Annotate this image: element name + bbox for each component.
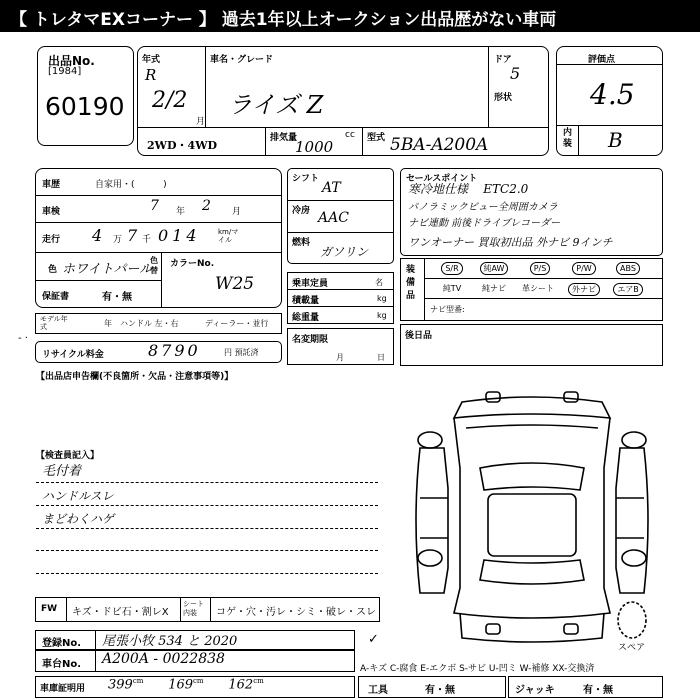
color-change-label: 色替 bbox=[150, 256, 158, 275]
mileage-sen: 7 bbox=[127, 226, 138, 245]
history-label: 車歴 bbox=[42, 180, 61, 190]
seat-label: シート内装 bbox=[183, 600, 204, 617]
warranty-value: 有・無 bbox=[102, 292, 132, 303]
shape-label: 形状 bbox=[494, 93, 513, 103]
dashed-mark: - · bbox=[18, 333, 28, 344]
change-unit2: 日 bbox=[377, 353, 385, 362]
registration-value: 尾張小牧 534 と 2020 bbox=[102, 634, 238, 649]
color-label: 色 bbox=[48, 265, 58, 275]
sales-point-2: ナビ連動 前後ドライブレコーダー bbox=[408, 218, 561, 229]
rear-items-label: 後日品 bbox=[405, 331, 433, 341]
ac-value: AAC bbox=[318, 210, 349, 226]
dims-label: 車庫証明用 bbox=[40, 684, 86, 694]
fw-items: キズ・ドビ石・割レX bbox=[72, 607, 169, 618]
capacity-label-0: 乗車定員 bbox=[292, 279, 329, 289]
sales-point-0: 寒冷地仕様 ETC2.0 bbox=[408, 182, 529, 196]
car-name-value: ライズ Z bbox=[228, 91, 324, 119]
capacity-unit-0: 名 bbox=[375, 278, 383, 287]
model-year-unit: 年 bbox=[104, 319, 112, 328]
year-label: 年式 bbox=[142, 55, 161, 65]
tools-label: 工具 bbox=[368, 685, 388, 696]
header-title: 【 トレタマEXコーナー 】 過去1年以上オークション出品歴がない車両 bbox=[10, 10, 557, 30]
mileage-sen-unit: 千 bbox=[142, 235, 152, 245]
chassis-label: 車台No. bbox=[42, 659, 82, 670]
registration-label: 登録No. bbox=[42, 638, 82, 649]
damage-legend: A-キズ C-腐食 E-エクボ S-サビ U-凹ミ W-補修 XX-交換済 bbox=[360, 664, 595, 674]
mileage-man-unit: 万 bbox=[113, 235, 123, 245]
tools-value: 有・無 bbox=[425, 685, 455, 696]
equip-navi: 純ナビ bbox=[482, 284, 506, 293]
interior-value: B bbox=[608, 128, 623, 152]
displacement-value: 1000 bbox=[295, 138, 334, 156]
mileage-rest: 014 bbox=[158, 226, 201, 245]
lot-label: 出品No. bbox=[48, 54, 95, 68]
door-value: 5 bbox=[510, 64, 521, 83]
fuel-label: 燃料 bbox=[292, 238, 311, 248]
car-name-label: 車名・グレード bbox=[210, 55, 274, 65]
fw-label: FW bbox=[41, 604, 58, 614]
displacement-label: 排気量 bbox=[270, 133, 298, 143]
capacity-unit-2: kg bbox=[377, 311, 387, 320]
year-era: R bbox=[145, 66, 157, 84]
fuel-value: ガソリン bbox=[320, 245, 369, 259]
seller-notes-label: 【出品店申告欄(不良箇所・欠品・注意事項等)】 bbox=[36, 372, 234, 382]
rear-items-block bbox=[400, 324, 663, 366]
jack-label: ジャッキ bbox=[515, 685, 555, 696]
equip-ps: P/S bbox=[520, 262, 560, 274]
equip-abs: ABS bbox=[608, 262, 648, 274]
inspector-line-1: ハンドルスレ bbox=[42, 489, 114, 503]
equip-navi-model: ナビ型番: bbox=[430, 305, 465, 314]
equip-sr: S/R bbox=[432, 262, 472, 274]
lot-number: 60190 bbox=[45, 92, 125, 121]
history-value: 自家用・( ) bbox=[95, 180, 167, 190]
car-damage-diagram bbox=[400, 388, 665, 648]
capacity-label-2: 総重量 bbox=[292, 313, 320, 323]
inspector-line-0: 毛付着 bbox=[42, 464, 82, 479]
score-label: 評価点 bbox=[588, 55, 616, 65]
equip-leather: 革シート bbox=[522, 284, 554, 293]
chassis-value: A200A - 0022838 bbox=[102, 651, 225, 667]
inspection-month: 2 bbox=[202, 198, 211, 214]
score-value: 4.5 bbox=[590, 78, 635, 111]
lot-sub: [1984] bbox=[48, 66, 82, 77]
recycle-value: 8790 bbox=[148, 341, 201, 360]
shift-value: AT bbox=[322, 180, 341, 196]
dealer-options: ディーラー・並行 bbox=[205, 319, 269, 328]
check-mark: ✓ bbox=[368, 632, 379, 647]
equip-pw: P/W bbox=[564, 262, 604, 274]
drive-options: 2WD・4WD bbox=[147, 139, 218, 152]
year-unit: 月 bbox=[196, 117, 206, 127]
interior-label: 内装 bbox=[563, 128, 573, 149]
warranty-label: 保証書 bbox=[42, 292, 70, 302]
color-value: ホワイトパール bbox=[62, 262, 153, 277]
dims-values: $399^{cm}$ $169^{cm}$ $162^{cm}$ bbox=[108, 677, 264, 693]
recycle-label: リサイクル料金 bbox=[42, 350, 104, 360]
shift-label: シフト bbox=[292, 174, 320, 184]
model-year-label: モデル年式 bbox=[40, 315, 68, 331]
model-label: 型式 bbox=[367, 133, 386, 143]
recycle-unit: 円 預託済 bbox=[224, 348, 259, 357]
mileage-unit: km/マイル bbox=[218, 228, 239, 244]
equipment-label: 装備品 bbox=[406, 265, 416, 301]
handle-options: ハンドル 左・右 bbox=[120, 319, 179, 328]
jack-value: 有・無 bbox=[583, 685, 613, 696]
inspector-label: 【検査員記入】 bbox=[36, 451, 100, 461]
inspection-year: 7 bbox=[150, 198, 159, 214]
change-label: 名変期限 bbox=[292, 335, 329, 345]
sales-point-1: パノラミックビュー全周囲カメラ bbox=[408, 202, 558, 213]
sales-point-3: ワンオーナー 買取初出品 外ナビ 9インチ bbox=[408, 236, 613, 249]
equip-aw: 純AW bbox=[474, 262, 514, 274]
displacement-unit: cc bbox=[345, 130, 355, 140]
mileage-label: 走行 bbox=[42, 235, 61, 245]
color-code-label: カラーNo. bbox=[170, 259, 215, 269]
seat-items: コゲ・穴・汚レ・シミ・破レ・スレ bbox=[216, 607, 376, 618]
inspector-line-2: まどわくハゲ bbox=[42, 512, 115, 526]
inspection-label: 車検 bbox=[42, 207, 61, 217]
ac-label: 冷房 bbox=[292, 206, 311, 216]
capacity-unit-1: kg bbox=[377, 294, 387, 303]
inspection-year-unit: 年 bbox=[176, 207, 186, 217]
equip-tv: 純TV bbox=[442, 284, 462, 293]
mileage-man: 4 bbox=[92, 226, 103, 245]
inspection-month-unit: 月 bbox=[232, 207, 242, 217]
color-code: W25 bbox=[215, 274, 255, 294]
equip-ext-navi: 外ナビ bbox=[564, 283, 604, 295]
change-unit: 月 bbox=[336, 353, 344, 362]
door-label: ドア bbox=[494, 55, 512, 65]
spare-label: スペア bbox=[618, 643, 646, 653]
model-value: 5BA-A200A bbox=[390, 135, 489, 155]
sales-points-label: セールスポイント bbox=[406, 174, 478, 184]
equip-airbag: エアB bbox=[608, 283, 648, 295]
capacity-label-1: 積載量 bbox=[292, 296, 320, 306]
year-value: 2/2 bbox=[152, 88, 188, 113]
